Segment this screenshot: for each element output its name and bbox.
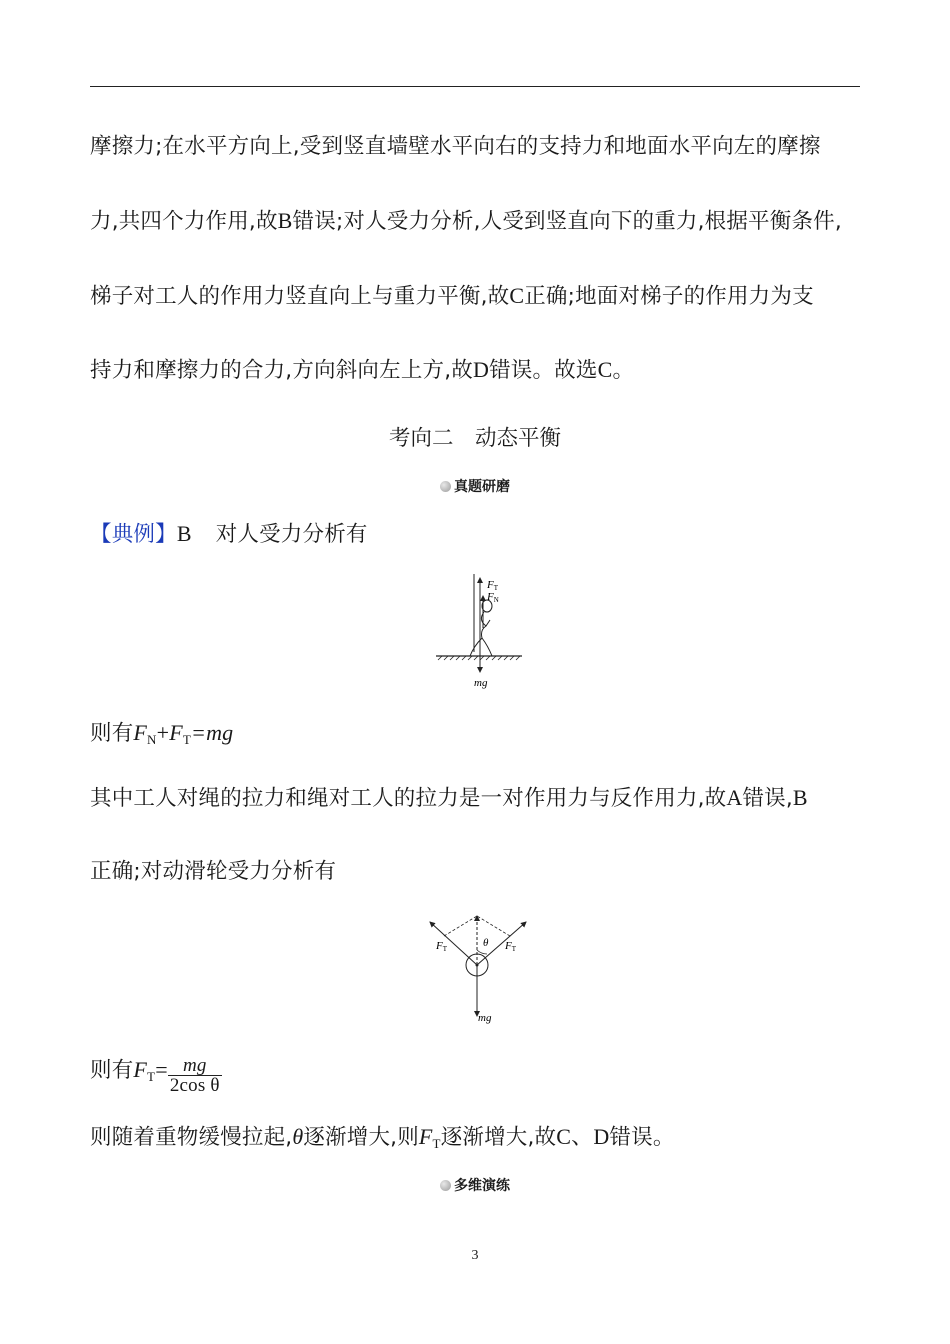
person-body-icon	[470, 612, 492, 656]
subscript: N	[147, 732, 157, 747]
text: 错误;对人受力分析,人受到竖直向下的重力,根据平衡条件,	[292, 209, 842, 234]
force-diagram-pulley	[420, 908, 540, 1026]
paragraph-line	[90, 281, 870, 312]
option-letter: D	[472, 357, 490, 382]
section-badge	[0, 1175, 950, 1195]
subscript: T	[147, 1069, 156, 1084]
text: 。	[612, 358, 635, 383]
paragraph-line	[90, 783, 870, 814]
label-mg: mg	[478, 1012, 492, 1024]
text: 梯子对工人的作用力竖直向上与重力平衡,故	[90, 284, 510, 309]
label-ft-left: FT	[436, 940, 448, 953]
text: 逐渐增大,则	[303, 1125, 419, 1150]
header-rule	[90, 86, 860, 87]
text: 错误。故选	[489, 358, 598, 383]
numerator: mg	[168, 1056, 222, 1076]
label-theta: θ	[483, 937, 489, 949]
theta-arc	[477, 950, 487, 954]
symbol: θ	[292, 1124, 304, 1149]
text: 持力和摩擦力的合力,方向斜向左上方,故	[90, 358, 473, 383]
page-number: 3	[471, 1248, 479, 1263]
text: 正确;对动滑轮受力分析有	[90, 859, 337, 884]
paragraph-line	[90, 857, 870, 887]
symbol: =mg	[191, 720, 234, 745]
label-fn: FN	[487, 591, 499, 604]
section-badge	[0, 476, 950, 496]
text: 逐渐增大,故	[440, 1125, 557, 1150]
badge-label: 真题研磨	[454, 479, 510, 495]
paragraph-line	[90, 1122, 870, 1159]
option-letter: C	[509, 283, 525, 308]
parallelogram-dashed	[477, 916, 510, 936]
badge-circle-icon	[440, 481, 451, 492]
symbol: F	[418, 1124, 433, 1149]
example-line	[90, 519, 870, 550]
operator: +	[156, 720, 170, 745]
subscript: T	[182, 732, 192, 747]
example-answer: B	[176, 521, 192, 546]
denominator: 2cos θ	[169, 1075, 220, 1096]
text: 则有	[90, 721, 134, 746]
section-heading: 考向二 动态平衡	[388, 426, 561, 451]
paragraph-line	[90, 206, 870, 237]
badge-label: 多维演练	[454, 1178, 510, 1194]
operator: =	[155, 1057, 168, 1082]
option-letter: B	[277, 208, 293, 233]
equation-line	[90, 718, 870, 755]
text: 摩擦力;在水平方向上,受到竖直墙壁水平向右的支持力和地面水平向左的摩擦	[90, 134, 821, 159]
text: 正确;地面对梯子的作用力为支	[524, 284, 814, 309]
subscript: T	[432, 1136, 441, 1151]
symbol: F	[133, 1057, 148, 1082]
option-letter: C、D	[556, 1124, 610, 1149]
badge-circle-icon	[440, 1180, 451, 1191]
text: 则有	[90, 1058, 134, 1083]
label-ft: FT	[487, 579, 499, 592]
paragraph-line	[90, 355, 870, 386]
option-letter: B	[792, 785, 808, 810]
text: 错误。	[609, 1125, 675, 1150]
symbol: F	[133, 720, 148, 745]
example-tag: 【典例】	[90, 522, 177, 547]
text: 错误,	[742, 786, 793, 811]
option-letter: A	[726, 785, 743, 810]
text: 力,共四个力作用,故	[90, 209, 278, 234]
equation-line	[90, 1055, 870, 1095]
label-ft-right: FT	[505, 940, 517, 953]
parallelogram-dashed	[444, 916, 477, 936]
label-mg: mg	[474, 677, 488, 689]
force-diagram-person	[430, 568, 530, 692]
text: 则随着重物缓慢拉起,	[90, 1125, 293, 1150]
example-text: 对人受力分析有	[215, 522, 368, 547]
text: 其中工人对绳的拉力和绳对工人的拉力是一对作用力与反作用力,故	[90, 786, 727, 811]
symbol: F	[169, 720, 183, 745]
fraction	[168, 1056, 222, 1095]
option-letter: C	[597, 357, 613, 382]
paragraph-line	[90, 132, 870, 162]
